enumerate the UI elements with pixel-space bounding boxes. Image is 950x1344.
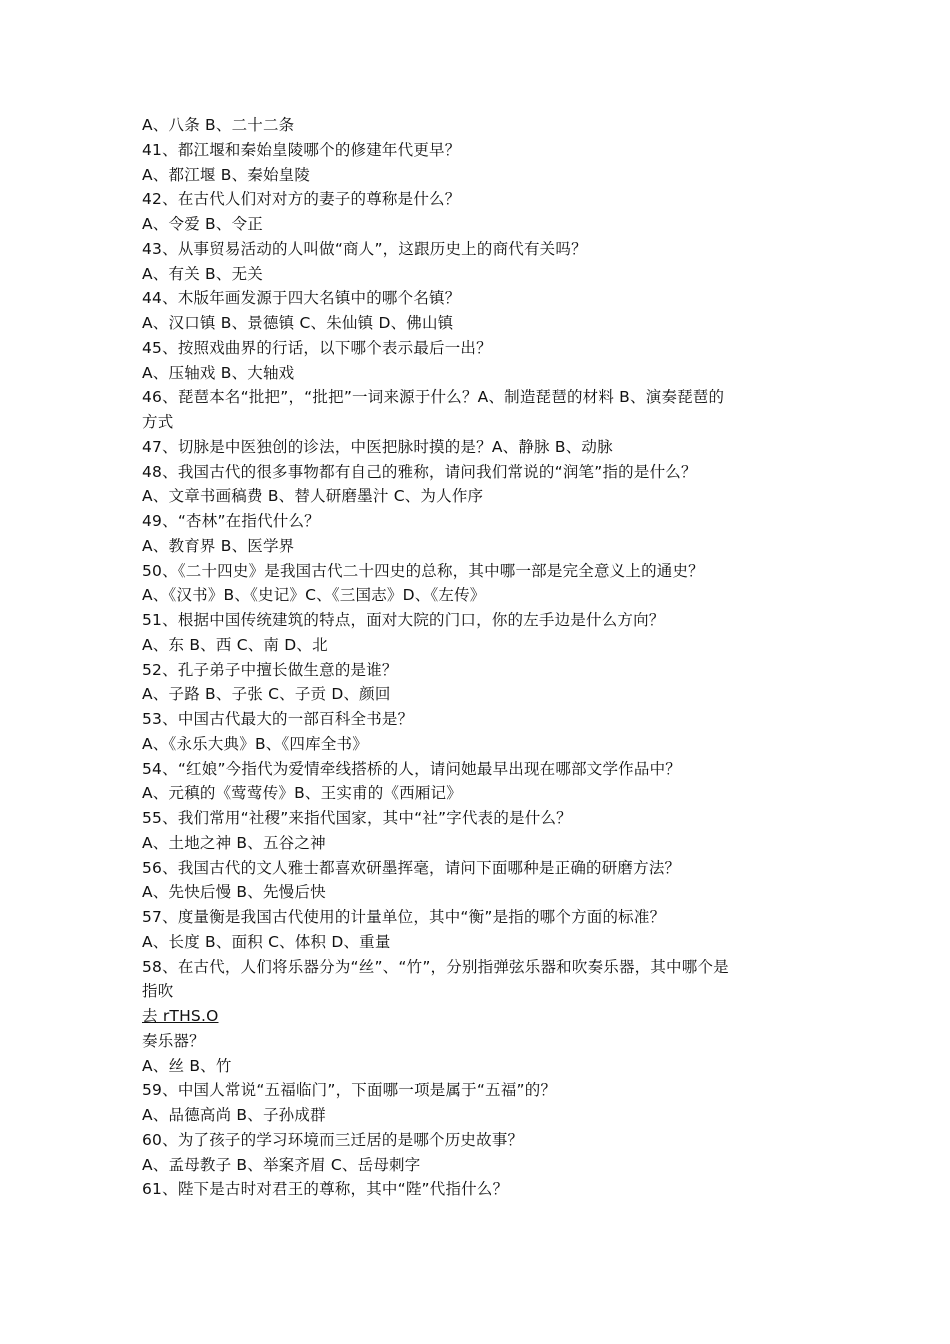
- text-line: 61、陛下是古时对君王的尊称，其中“陛”代指什么？: [142, 1180, 509, 1199]
- text-line: A、《汉书》B、《史记》C、《三国志》D、《左传》: [142, 586, 486, 605]
- text-line: 42、在古代人们对对方的妻子的尊称是什么？: [142, 190, 461, 209]
- text-line: 58、在古代，人们将乐器分为“丝”、“竹”，分别指弹弦乐器和吹奏乐器，其中哪个是: [142, 957, 729, 976]
- text-line: A、汉口镇 B、景德镇 C、朱仙镇 D、佛山镇: [142, 314, 454, 332]
- text-line: 51、根据中国传统建筑的特点，面对大院的门口，你的左手边是什么方向？: [142, 611, 665, 629]
- text-line: A、土地之神 B、五谷之神: [142, 833, 326, 852]
- text-line: A、《永乐大典》B、《四库全书》: [142, 734, 368, 753]
- text-line: 去 rTHS.O: [142, 1007, 219, 1025]
- text-line: 52、孔子弟子中擅长做生意的是谁？: [142, 660, 398, 679]
- text-line: 57、度量衡是我国古代使用的计量单位，其中“衡”是指的哪个方面的标准？: [142, 908, 666, 926]
- text-line: 53、中国古代最大的一部百科全书是？: [142, 710, 414, 728]
- text-line: A、压轴戏 B、大轴戏: [142, 363, 295, 382]
- text-line: 54、“红娘”今指代为爱情牵线搭桥的人，请问她最早出现在哪部文学作品中？: [142, 759, 681, 778]
- text-line: 43、从事贸易活动的人叫做“商人”，这跟历史上的商代有关吗？: [142, 239, 587, 258]
- text-line: A、有关 B、无关: [142, 264, 263, 283]
- text-line: 56、我国古代的文人雅士都喜欢研墨挥毫，请问下面哪种是正确的研磨方法？: [142, 858, 681, 877]
- text-line: 奏乐器？: [142, 1031, 205, 1050]
- text-line: 44、木版年画发源于四大名镇中的哪个名镇？: [142, 289, 461, 308]
- text-line: 48、我国古代的很多事物都有自己的雅称，请问我们常说的“润笔”指的是什么？: [142, 462, 697, 481]
- text-line: 50、《二十四史》是我国古代二十四史的总称，其中哪一部是完全意义上的通史？: [142, 561, 704, 580]
- text-line: A、八条 B、二十二条: [142, 116, 295, 134]
- text-line: A、品德高尚 B、子孙成群: [142, 1106, 326, 1124]
- text-line: 方式: [142, 413, 174, 431]
- text-line: A、令爱 B、令正: [142, 215, 263, 233]
- text-line: 60、为了孩子的学习环境而三迁居的是哪个历史故事？: [142, 1130, 524, 1149]
- text-line: A、丝 B、竹: [142, 1056, 232, 1075]
- text-line: A、长度 B、面积 C、体积 D、重量: [142, 932, 391, 951]
- document-body: [142, 113, 822, 1202]
- text-line: A、东 B、西 C、南 D、北: [142, 635, 328, 654]
- text-line: 55、我们常用“社稷”来指代国家，其中“社”字代表的是什么？: [142, 809, 572, 827]
- text-line: A、文章书画稿费 B、替人研磨墨汁 C、为人作序: [142, 487, 484, 506]
- text-line: 45、按照戏曲界的行话，以下哪个表示最后一出？: [142, 338, 492, 357]
- text-line: A、都江堰 B、秦始皇陵: [142, 165, 311, 184]
- text-line: 47、切脉是中医独创的诊法，中医把脉时摸的是？A、静脉 B、动脉: [142, 437, 613, 456]
- text-line: A、先快后慢 B、先慢后快: [142, 883, 326, 902]
- text-line: A、教育界 B、医学界: [142, 536, 295, 555]
- text-line: A、元稹的《莺莺传》B、王实甫的《西厢记》: [142, 784, 462, 803]
- text-line: 49、“杏林”在指代什么？: [142, 512, 320, 530]
- text-line: A、子路 B、子张 C、子贡 D、颜回: [142, 685, 391, 704]
- text-line: 指吹: [142, 982, 174, 1001]
- text-line: 46、琵琶本名“批把”，“批把”一词来源于什么？A、制造琵琶的材料 B、演奏琵琶的: [142, 388, 725, 407]
- text-line: A、孟母教子 B、举案齐眉 C、岳母刺字: [142, 1155, 421, 1174]
- text-line: 59、中国人常说“五福临门”，下面哪一项是属于“五福”的？: [142, 1081, 557, 1100]
- text-line: 41、都江堰和秦始皇陵哪个的修建年代更早？: [142, 140, 461, 159]
